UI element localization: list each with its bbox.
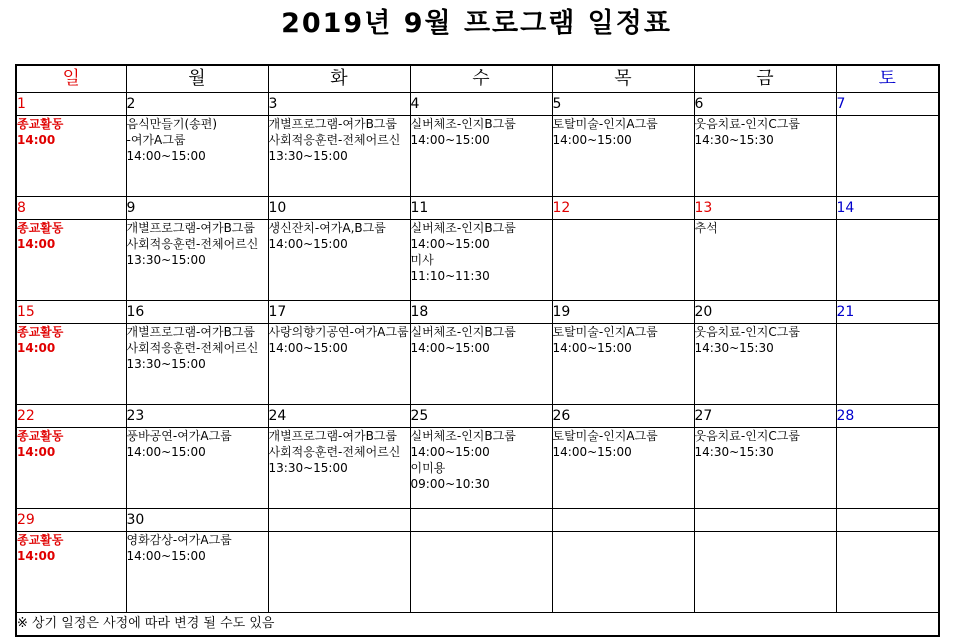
event-line: 개별프로그램-여가B그룹 [126,221,255,235]
event-cell [410,220,552,301]
date-number: 17 [268,301,410,324]
date-number: 6 [694,93,836,116]
event-cell [552,428,694,509]
date-number: 22 [16,405,126,428]
event-line: 14:00~15:00 [126,549,206,563]
event-line: 웃음치료-인지C그룹 [694,325,800,339]
event-cell [126,116,268,197]
event-cell [552,532,694,613]
event-line: 14:00~15:00 [552,133,632,147]
date-number: 18 [410,301,552,324]
event-cell [694,532,836,613]
event-cell [836,220,939,301]
date-number: 12 [552,197,694,220]
event-line: 개별프로그램-여가B그룹 [268,117,397,131]
event-line: 사랑의향기공연-여가A그룹 [268,325,409,339]
date-number: 11 [410,197,552,220]
event-line: 개별프로그램-여가B그룹 [268,429,397,443]
event-cell [16,532,126,613]
date-number: 28 [836,405,939,428]
event-line: 음식만들기(송편) [126,117,218,131]
date-number: 19 [552,301,694,324]
date-number: 7 [836,93,939,116]
event-cell [552,324,694,405]
event-line: 14:30~15:30 [694,133,774,147]
event-cell [268,324,410,405]
date-number: 26 [552,405,694,428]
event-cell [694,324,836,405]
event-line: 14:00~15:00 [410,341,490,355]
weekday-monday: 월 [126,65,268,93]
event-line: 웃음치료-인지C그룹 [694,429,800,443]
event-line: 사회적응훈련-전체어르신 [126,341,259,355]
date-number: 29 [16,509,126,532]
event-line: 14:00 [17,549,56,563]
event-line: 토탈미술-인지A그룹 [552,325,658,339]
date-number: 10 [268,197,410,220]
event-line: 사회적응훈련-전체어르신 [126,237,259,251]
event-line: -여가A그룹 [126,133,186,147]
event-line: 14:00~15:00 [268,237,348,251]
event-line: 14:00 [17,445,56,459]
event-cell [410,324,552,405]
date-number: 30 [126,509,268,532]
date-number: 3 [268,93,410,116]
event-line: 웃음치료-인지C그룹 [694,117,800,131]
weekday-thursday: 목 [552,65,694,93]
date-number: 15 [16,301,126,324]
event-line: 종교활동 [17,221,64,235]
event-line: 13:30~15:00 [268,149,348,163]
event-line: 09:00~10:30 [410,477,490,491]
date-number [552,509,694,532]
event-line: 종교활동 [17,429,64,443]
event-line: 종교활동 [17,533,64,547]
date-number: 13 [694,197,836,220]
event-cell [694,116,836,197]
event-line: 풍바공연-여가A그룹 [126,429,232,443]
note-row [16,613,939,637]
event-cell [552,116,694,197]
date-row [16,197,939,220]
event-line: 사회적응훈련-전체어르신 [268,445,401,459]
event-line: 13:30~15:00 [268,461,348,475]
event-line: 14:00 [17,341,56,355]
date-number: 20 [694,301,836,324]
event-cell [268,532,410,613]
weekday-wednesday: 수 [410,65,552,93]
event-line: 미사 [410,253,434,267]
date-row [16,509,939,532]
event-line: 종교활동 [17,325,64,339]
date-row [16,93,939,116]
date-number: 16 [126,301,268,324]
event-line: 11:10~11:30 [410,269,490,283]
date-number: 4 [410,93,552,116]
event-line: 생신잔치-여가A,B그룹 [268,221,386,235]
date-number: 8 [16,197,126,220]
events-row [16,532,939,613]
event-line: 14:30~15:30 [694,341,774,355]
weekday-friday: 금 [694,65,836,93]
event-line: 실버체조-인지B그룹 [410,325,516,339]
schedule-calendar [15,64,940,637]
event-cell [836,116,939,197]
event-line: 토탈미술-인지A그룹 [552,429,658,443]
event-line: 실버체조-인지B그룹 [410,221,516,235]
event-cell [126,428,268,509]
calendar-body [16,93,939,613]
event-line: 14:00~15:00 [410,133,490,147]
event-cell [268,428,410,509]
event-line: 13:30~15:00 [126,253,206,267]
event-cell [694,428,836,509]
event-line: 14:00 [17,237,56,251]
date-number: 27 [694,405,836,428]
event-line: 종교활동 [17,117,64,131]
event-cell [268,220,410,301]
event-line: 토탈미술-인지A그룹 [552,117,658,131]
event-line: 14:00 [17,133,56,147]
date-number: 21 [836,301,939,324]
event-line: 실버체조-인지B그룹 [410,117,516,131]
events-row [16,220,939,301]
event-cell [16,220,126,301]
event-line: 14:00~15:00 [268,341,348,355]
events-row [16,116,939,197]
weekday-sunday: 일 [16,65,126,93]
event-line: 사회적응훈련-전체어르신 [268,133,401,147]
event-cell [16,116,126,197]
event-cell [836,532,939,613]
event-line: 14:00~15:00 [410,237,490,251]
schedule-note: ※ 상기 일정은 사정에 따라 변경 될 수도 있음 [16,613,939,637]
events-row [16,324,939,405]
event-cell [16,428,126,509]
date-number: 5 [552,93,694,116]
event-cell [410,532,552,613]
date-number: 23 [126,405,268,428]
date-number: 24 [268,405,410,428]
date-number: 25 [410,405,552,428]
event-cell [836,324,939,405]
date-number: 1 [16,93,126,116]
event-line: 영화감상-여가A그룹 [126,533,232,547]
event-line: 14:00~15:00 [126,445,206,459]
event-cell [694,220,836,301]
event-line: 14:00~15:00 [410,445,490,459]
date-number [694,509,836,532]
date-row [16,301,939,324]
weekday-saturday: 토 [836,65,939,93]
event-line: 이미용 [410,461,446,475]
event-line: 14:00~15:00 [552,445,632,459]
event-line: 실버체조-인지B그룹 [410,429,516,443]
event-cell [126,220,268,301]
date-number [410,509,552,532]
event-cell [410,116,552,197]
event-line: 13:30~15:00 [126,357,206,371]
event-cell [836,428,939,509]
weekday-header-row [16,65,939,93]
weekday-tuesday: 화 [268,65,410,93]
event-cell [552,220,694,301]
event-line: 개별프로그램-여가B그룹 [126,325,255,339]
date-number: 2 [126,93,268,116]
event-cell [126,324,268,405]
event-line: 추석 [694,221,718,235]
event-cell [268,116,410,197]
event-line: 14:30~15:30 [694,445,774,459]
date-number: 9 [126,197,268,220]
events-row [16,428,939,509]
date-number: 14 [836,197,939,220]
date-number [836,509,939,532]
date-row [16,405,939,428]
event-cell [16,324,126,405]
event-cell [410,428,552,509]
date-number [268,509,410,532]
page-title: 2019년 9월 프로그램 일정표 [281,8,672,39]
event-cell [126,532,268,613]
event-line: 14:00~15:00 [552,341,632,355]
event-line: 14:00~15:00 [126,149,206,163]
